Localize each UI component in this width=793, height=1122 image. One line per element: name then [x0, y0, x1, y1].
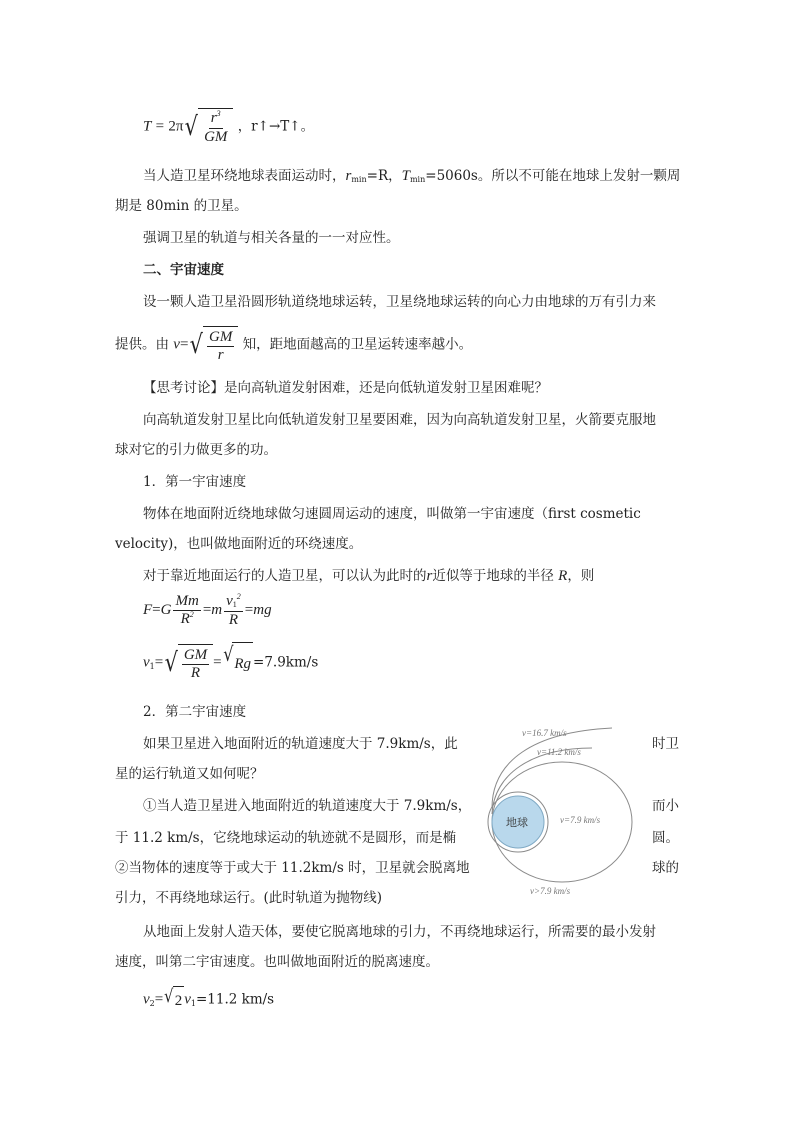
paragraph-difficulty-line2: 球对它的引力做更多的功。 [115, 442, 277, 458]
eqv2-val: =11.2 km/s [195, 991, 275, 1008]
eqf-eq1: = [152, 602, 161, 618]
p1-r: r [345, 168, 352, 184]
p3-line2-b: 知，距地面越高的卫星运转速率越小。 [242, 336, 473, 353]
paragraph-emphasis: 强调卫星的轨道与相关各量的一一对应性。 [143, 230, 400, 246]
eqf-d2: R [228, 611, 239, 628]
formula-period [143, 108, 314, 146]
sec1-line1 [143, 504, 641, 524]
sec1-line2: velocity)，也叫做地面附近的环绕速度。 [115, 536, 363, 552]
p1-eq-r: =R， [366, 168, 402, 184]
sec2-line1a: 如果卫星进入地面附近的轨道速度大于 7.9km/s，此 [143, 736, 458, 752]
eqv1-sub: 1 [149, 661, 155, 671]
formula-gravity-centripetal [143, 590, 272, 630]
p1-text-a: 当人造卫星环绕地球表面运动时， [143, 168, 346, 184]
eqf-f: F [143, 602, 153, 618]
sec2-line4b: 圆。 [652, 830, 679, 846]
eqf-d1: R [180, 610, 190, 627]
formula-second-velocity: v2= √ 2 v1=11.2 km/s [143, 986, 274, 1015]
eqf-n1: Mm [175, 592, 199, 609]
earth-label: 地球 [506, 817, 528, 829]
sec1-line1-text: 物体在地面附近绕地球做匀速圆周运动的速度，叫做第一宇宙速度（first cosmetic [143, 506, 641, 522]
formula-t-coef: 2π [168, 118, 184, 135]
eqf-mg: mg [253, 602, 272, 618]
eqf-n2-sub: 1 [232, 599, 237, 609]
eqv1-v: v [143, 654, 150, 671]
formula-t-num: r [210, 110, 217, 126]
eqv2-v1-sub: 1 [190, 998, 196, 1008]
eqv1-val: =7.9km/s [253, 654, 319, 671]
eqv2-root: 2 [174, 993, 183, 1009]
p3-v: v [173, 336, 180, 353]
p1-r-sub: min [351, 175, 367, 184]
sec1-line3-b: 近似等于地球的半径 [432, 568, 554, 584]
eqv2-sub: 2 [149, 998, 155, 1008]
discussion-question: 【思考讨论】是向高轨道发射困难，还是向低轨道发射卫星困难呢？ [143, 380, 548, 396]
formula-t-eq: = [155, 118, 165, 135]
p3-sqrt: √ $\frac{GM}{r}$ [188, 326, 238, 364]
eqv1-rg: Rg [234, 656, 252, 672]
sec2-line5b: 球的 [652, 860, 679, 876]
sec1-R: R [558, 568, 568, 584]
sec2-line5a: ②当物体的速度等于或大于 11.2km/s 时，卫星就会脱离地 [115, 860, 470, 876]
label-v-gt-7-9: v>7.9 km/s [530, 886, 571, 896]
orbit-diagram [472, 722, 662, 902]
sec2-line1b: 时卫 [652, 736, 679, 752]
eqf-n2-exp: 2 [236, 591, 241, 601]
p3-den: r [217, 346, 224, 363]
sec2-line6: 引力，不再绕地球运行。(此时轨道为抛物线) [115, 890, 383, 906]
paragraph-centripetal-line1: 设一颗人造卫星沿圆形轨道绕地球运转，卫星绕地球运转的向心力由地球的万有引力来 [143, 294, 656, 310]
subsection-first-cosmic-velocity: 1．第一宇宙速度 [143, 474, 247, 490]
eqf-n2: v [226, 592, 233, 609]
formula-t-sqrt: √ $\frac{r^3}{GM}$ [183, 108, 233, 146]
formula-t-lhs: T [143, 118, 152, 135]
paragraph-min-orbit-line2: 期是 80min 的卫星。 [115, 198, 248, 214]
eqv1-eq2: = [213, 654, 222, 671]
label-v-16-7: v=16.7 km/s [522, 728, 567, 738]
eqf-eq3: = [244, 602, 254, 618]
paragraph-centripetal-line2: 提供。由 v= √ $\frac{GM}{r}$ 知，距地面越高的卫星运转速率越小。 [115, 326, 472, 364]
p1-eq-t: =5060s。所以不可能在地球上发射一颗周 [425, 168, 681, 184]
eqv2-v1: v [184, 991, 191, 1008]
p1-t-sub: min [409, 175, 426, 184]
sec1-line3 [143, 566, 594, 586]
label-v-11-2: v=11.2 km/s [537, 747, 581, 757]
paragraph-escape-line1: 从地面上发射人造天体，要使它脱离地球的引力，不再绕地球运行，所需要的最小发射 [143, 924, 656, 940]
subsection-second-cosmic-velocity: 2．第二宇宙速度 [143, 704, 247, 720]
sec1-r: r [426, 568, 433, 584]
section-heading-cosmic-velocity: 二、宇宙速度 [143, 262, 224, 278]
eqv2-v: v [143, 991, 150, 1008]
sec1-line3-a: 对于靠近地面运行的人造卫星，可以认为此时的 [143, 568, 427, 584]
p3-line2-a: 提供。由 [115, 336, 169, 353]
sec2-line4a: 于 11.2 km/s，它绕地球运动的轨迹就不是圆形，而是椭 [115, 830, 457, 846]
sec2-line3a: ①当人造卫星进入地面附近的轨道速度大于 7.9km/s， [143, 798, 472, 814]
p3-num: GM [209, 328, 233, 345]
sec1-line3-c: ，则 [567, 568, 595, 584]
formula-t-den: GM [204, 129, 228, 145]
paragraph-difficulty-line1: 向高轨道发射卫星比向低轨道发射卫星要困难，因为向高轨道发射卫星，火箭要克服地 [143, 412, 656, 428]
paragraph-escape-line2: 速度，叫第二宇宙速度。也叫做地面附近的脱离速度。 [115, 954, 439, 970]
eqf-d1-exp: 2 [189, 609, 194, 619]
formula-t-tail: ，r↑→T↑。 [237, 118, 315, 135]
paragraph-min-orbit-line1 [143, 166, 680, 188]
sec2-line2: 星的运行轨道又如何呢？ [115, 766, 264, 782]
formula-t-exp: 3 [216, 109, 221, 118]
sec2-line3b: 而小 [652, 798, 679, 814]
eqf-g: G [160, 602, 172, 618]
eqv1-num: GM [183, 646, 208, 663]
eqv1-eq: = [154, 654, 164, 671]
label-v-7-9: v=7.9 km/s [560, 815, 601, 825]
p1-t: T [401, 168, 410, 184]
eqf-eq2: = [202, 602, 212, 618]
eqv2-eq: = [154, 991, 164, 1008]
formula-first-velocity: v1= √ $\frac{GM}{R}$ = √ Rg =7.9km/s [143, 642, 318, 685]
eqf-m: m [211, 602, 223, 618]
eqv1-den: R [190, 664, 201, 681]
